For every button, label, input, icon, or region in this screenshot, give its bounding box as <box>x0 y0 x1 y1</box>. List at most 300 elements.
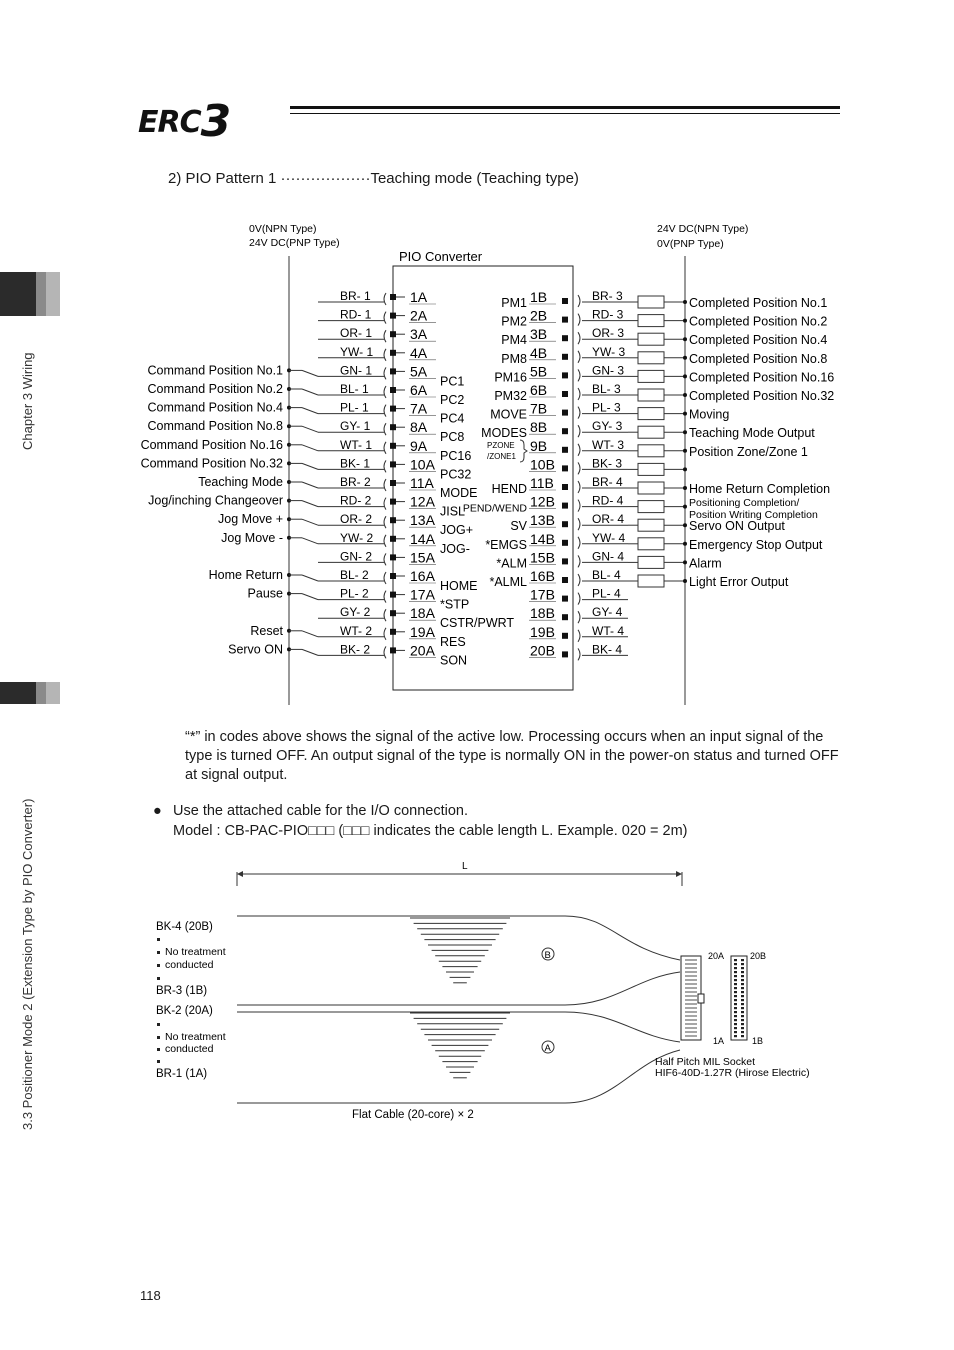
output-load <box>638 501 664 513</box>
output-load <box>638 352 664 364</box>
right-supply-line2: 0V(PNP Type) <box>657 238 724 250</box>
socket-pin-a <box>734 999 737 1001</box>
pin-1a-label: 1A <box>713 1036 725 1046</box>
output-load <box>638 426 664 438</box>
output-junction-dot <box>683 486 687 490</box>
right-terminal-bracket <box>578 518 580 530</box>
right-wire-label: WT- 4 <box>592 623 624 638</box>
right-terminal-bracket <box>578 593 580 605</box>
pin-a-label: 16A <box>410 568 435 584</box>
right-pin-square <box>562 558 568 564</box>
socket-pin-b <box>741 967 744 969</box>
marker-b: B <box>544 950 551 961</box>
pin-a-label: 9A <box>410 437 428 454</box>
right-pin-square <box>562 651 568 657</box>
output-signal-name: Completed Position No.1 <box>689 296 828 310</box>
cable-model-line: Model : CB-PAC-PIO□□□ (□□□ indicates the cable length L. Example. 020 = 2m) <box>173 823 688 839</box>
left-terminal-bracket <box>384 516 386 528</box>
right-wire-label: BR- 3 <box>592 289 623 303</box>
output-signal-name: Moving <box>689 407 730 422</box>
socket-pin-a <box>734 1007 737 1009</box>
output-junction-dot <box>683 412 687 416</box>
output-load <box>638 463 664 475</box>
left-wire-label: GY- 1 <box>340 419 371 434</box>
left-pin-square <box>390 443 396 449</box>
section-side-label: 3.3 Positioner Mode 2 (Extension Type by PIO Converter) <box>20 798 35 1130</box>
left-wire-label: BR- 1 <box>340 289 371 303</box>
output-signal-name: Completed Position No.32 <box>689 389 835 403</box>
cable-bottom-start-label: BR-1 (1A) <box>156 1068 208 1080</box>
socket-pin-b <box>741 999 744 1001</box>
left-wire-label: GY- 2 <box>340 605 371 620</box>
output-signal-name: Alarm <box>689 556 722 571</box>
right-pin-square <box>562 484 568 490</box>
pin-b-label: 12B <box>530 493 555 510</box>
left-wire-label: OR- 1 <box>340 326 373 341</box>
left-terminal-bracket <box>384 479 386 491</box>
output-load <box>638 389 664 401</box>
input-signal-code: PC4 <box>440 411 465 426</box>
left-pin-square <box>390 592 396 598</box>
bottom-treatment-line1: No treatment <box>165 1031 226 1043</box>
input-signal-code: JISL <box>440 504 466 519</box>
left-terminal-bracket <box>384 535 386 547</box>
left-pin-square <box>390 406 396 412</box>
output-signal-code: PM1 <box>501 296 527 310</box>
left-terminal-bracket <box>384 591 386 603</box>
pin-a-label: 20A <box>410 642 435 659</box>
input-signal-code: SON <box>440 653 468 668</box>
right-terminal-bracket <box>578 537 580 549</box>
output-junction-dot <box>683 449 687 453</box>
input-switch-contact <box>302 501 318 507</box>
right-wire-label: GY- 4 <box>592 605 623 620</box>
right-wire-label: PL- 4 <box>592 586 621 601</box>
pin-b-label: 6B <box>530 382 548 398</box>
input-switch-contact <box>302 538 318 544</box>
right-pin-square <box>562 372 568 378</box>
socket-pin-a <box>734 959 737 961</box>
socket-pin-a <box>734 987 737 989</box>
input-signal-name: Home Return <box>208 568 283 582</box>
pin-a-label: 4A <box>410 344 428 361</box>
top-treatment-line1: No treatment <box>165 946 226 958</box>
left-pin-square <box>390 629 396 635</box>
pin-b-label: 7B <box>530 400 548 417</box>
socket-pin-b <box>741 975 744 977</box>
pin-a-label: 8A <box>410 419 428 436</box>
right-wire-label: PL- 3 <box>592 400 621 415</box>
pin-a-label: 18A <box>410 605 435 622</box>
converter-label: PIO Converter <box>399 249 483 264</box>
right-pin-square <box>562 596 568 602</box>
right-terminal-bracket <box>578 295 580 307</box>
output-junction-dot <box>683 319 687 323</box>
output-junction-dot <box>683 579 687 583</box>
left-pin-square <box>390 294 396 300</box>
left-wire-label: GN- 1 <box>340 363 373 378</box>
right-wire-label: RD- 3 <box>592 307 624 322</box>
input-signal-name: Command Position No.8 <box>147 419 283 434</box>
pin-a-label: 2A <box>410 307 428 324</box>
socket-pin-b <box>741 979 744 981</box>
socket-pin-a <box>734 1003 737 1005</box>
output-junction-dot <box>683 467 687 471</box>
pin-b-label: 4B <box>530 344 548 361</box>
right-pin-square <box>562 447 568 453</box>
erc3-logo: ERC3 <box>138 96 231 147</box>
positioning-completion-label: Positioning Completion/ <box>689 497 800 509</box>
input-signal-code: RES <box>440 634 466 649</box>
right-wire-label: GN- 3 <box>592 363 625 378</box>
right-wire-label: BK- 3 <box>592 456 623 471</box>
right-wire-label: BL- 4 <box>592 568 621 582</box>
pin-b-label: 13B <box>530 512 555 529</box>
output-signal-name: Completed Position No.16 <box>689 370 835 385</box>
left-wire-label: PL- 2 <box>340 586 369 601</box>
left-wire-label: BK- 2 <box>340 642 371 657</box>
input-switch-contact <box>302 445 318 451</box>
right-pin-square <box>562 335 568 341</box>
output-signal-code: *ALM <box>496 556 527 571</box>
left-wire-label: YW- 1 <box>340 344 374 359</box>
pin-b-label: 3B <box>530 326 548 343</box>
right-terminal-bracket <box>578 314 580 326</box>
left-terminal-bracket <box>384 572 386 584</box>
input-switch-contact <box>302 519 318 525</box>
pin-a-label: 6A <box>410 382 428 398</box>
socket-pin-b <box>741 1007 744 1009</box>
socket-model: HIF6-40D-1.27R (Hirose Electric) <box>655 1067 810 1079</box>
input-signal-code: CSTR/PWRT <box>440 616 515 631</box>
right-terminal-bracket <box>578 611 580 623</box>
input-signal-name: Command Position No.1 <box>147 363 283 378</box>
output-signal-code: MOVE <box>490 407 527 422</box>
output-load <box>638 519 664 531</box>
left-pin-square <box>390 610 396 616</box>
socket-pin-a <box>734 1019 737 1021</box>
output-signal-name: Completed Position No.8 <box>689 351 828 366</box>
output-signal-code: PM32 <box>494 389 527 403</box>
cable-top-end-label: BK-4 (20B) <box>156 921 213 933</box>
right-supply-line1: 24V DC(NPN Type) <box>657 223 749 235</box>
right-wire-label: BR- 4 <box>592 475 623 489</box>
input-signal-name: Jog Move - <box>221 530 283 545</box>
socket-pin-a <box>734 1035 737 1037</box>
input-signal-name: Command Position No.32 <box>140 456 283 471</box>
output-load <box>638 315 664 327</box>
right-wire-label: RD- 4 <box>592 493 624 508</box>
output-junction-dot <box>683 337 687 341</box>
socket-pin-a <box>734 1027 737 1029</box>
left-pin-square <box>390 313 396 319</box>
socket-pin-face <box>731 956 747 1040</box>
socket-pin-b <box>741 1015 744 1017</box>
output-signal-name: Teaching Mode Output <box>689 426 815 441</box>
input-signal-name: Jog Move + <box>218 512 283 527</box>
socket-pin-b <box>741 1031 744 1033</box>
right-terminal-bracket <box>578 555 580 567</box>
pin-a-label: 3A <box>410 326 428 343</box>
pin-b-label: 19B <box>530 623 555 640</box>
pin-b-label: 20B <box>530 642 555 659</box>
input-switch-contact <box>302 575 318 581</box>
right-terminal-bracket <box>578 574 580 586</box>
right-terminal-bracket <box>578 407 580 419</box>
right-terminal-bracket <box>578 444 580 456</box>
input-signal-name: Reset <box>250 623 283 638</box>
left-terminal-bracket <box>384 423 386 435</box>
pin-b-label: 1B <box>530 289 548 305</box>
input-switch-contact <box>302 594 318 600</box>
left-pin-square <box>390 350 396 356</box>
pin-a-label: 1A <box>410 289 428 305</box>
left-wire-label: BR- 2 <box>340 475 371 489</box>
input-signal-name: Teaching Mode <box>198 475 283 489</box>
output-signal-code: *EMGS <box>485 537 527 552</box>
input-signal-code: PC2 <box>440 393 465 407</box>
right-terminal-bracket <box>578 648 580 660</box>
pin-a-label: 11A <box>410 475 434 491</box>
pin-b-label: 2B <box>530 307 548 324</box>
right-pin-square <box>562 428 568 434</box>
socket-pin-b <box>741 1027 744 1029</box>
output-signal-code: PM4 <box>501 333 527 348</box>
pin-b-label: 17B <box>530 586 555 603</box>
socket-pin-b <box>741 1003 744 1005</box>
right-wire-label: GN- 4 <box>592 549 625 564</box>
pin-b-label: 18B <box>530 605 555 622</box>
input-switch-contact <box>302 631 318 637</box>
output-load <box>638 333 664 345</box>
pin-b-label: 9B <box>530 437 548 454</box>
pin-a-label: 7A <box>410 400 428 417</box>
input-signal-name: Servo ON <box>228 642 283 657</box>
input-switch-contact <box>302 426 318 432</box>
pin-a-label: 12A <box>410 493 435 510</box>
pin-a-label: 15A <box>410 549 435 566</box>
pzone-label: PZONE <box>487 441 515 450</box>
right-wire-label: WT- 3 <box>592 437 624 452</box>
cable-bottom-end-label: BK-2 (20A) <box>156 1005 213 1017</box>
pin-b-label: 14B <box>530 530 555 547</box>
pin-a-label: 13A <box>410 512 435 529</box>
input-switch-contact <box>302 389 318 395</box>
left-terminal-bracket <box>384 367 386 379</box>
output-signal-name: Emergency Stop Output <box>689 537 823 552</box>
left-terminal-bracket <box>384 386 386 398</box>
output-junction-dot <box>683 300 687 304</box>
output-load <box>638 408 664 420</box>
right-terminal-bracket <box>578 425 580 437</box>
output-junction-dot <box>683 523 687 527</box>
socket-pin-b <box>741 959 744 961</box>
flat-cable-lower-top <box>237 1012 680 1042</box>
pin-b-label: 11B <box>530 475 554 491</box>
socket-pin-a <box>734 963 737 965</box>
output-signal-name: Completed Position No.2 <box>689 314 828 329</box>
left-pin-square <box>390 331 396 337</box>
socket-pin-a <box>734 975 737 977</box>
left-wire-label: GN- 2 <box>340 549 373 564</box>
output-signal-code: MODES <box>481 426 527 441</box>
output-load <box>638 482 664 494</box>
right-wire-label: YW- 4 <box>592 530 626 545</box>
pin-b-label: 15B <box>530 549 555 566</box>
cable-top-start-label: BR-3 (1B) <box>156 985 208 997</box>
left-wire-label: OR- 2 <box>340 512 373 527</box>
right-terminal-bracket <box>578 369 580 381</box>
socket-pin-a <box>734 1023 737 1025</box>
pin-b-label: 16B <box>530 568 555 584</box>
input-signal-code: PC1 <box>440 374 465 389</box>
output-junction-dot <box>683 356 687 360</box>
right-terminal-bracket <box>578 351 580 363</box>
pin-b-label: 8B <box>530 419 548 436</box>
socket-pin-a <box>734 983 737 985</box>
bottom-treatment-line2: conducted <box>165 1043 214 1055</box>
right-terminal-bracket <box>578 462 580 474</box>
pin-1b-label: 1B <box>752 1036 764 1046</box>
right-wire-label: OR- 4 <box>592 512 625 527</box>
socket-pin-b <box>741 1011 744 1013</box>
left-wire-label: PL- 1 <box>340 400 369 415</box>
socket-pin-b <box>741 987 744 989</box>
socket-pin-a <box>734 979 737 981</box>
output-load <box>638 370 664 382</box>
socket-pin-a <box>734 1031 737 1033</box>
left-pin-square <box>390 536 396 542</box>
socket-pin-b <box>741 963 744 965</box>
output-load <box>638 445 664 457</box>
socket-pin-b <box>741 991 744 993</box>
right-terminal-bracket <box>578 630 580 642</box>
output-signal-code: PM2 <box>501 314 527 329</box>
left-pin-square <box>390 461 396 467</box>
socket-pin-b <box>741 1019 744 1021</box>
right-wire-label: OR- 3 <box>592 326 625 341</box>
left-terminal-bracket <box>384 405 386 417</box>
cable-drawing <box>0 850 954 1130</box>
left-wire-label: RD- 1 <box>340 307 372 322</box>
output-junction-dot <box>683 560 687 564</box>
left-terminal-bracket <box>384 646 386 658</box>
socket-pin-a <box>734 1011 737 1013</box>
marker-a: A <box>544 1043 551 1054</box>
left-wire-label: BK- 1 <box>340 456 371 471</box>
output-signal-name: Servo ON Output <box>689 519 785 534</box>
input-signal-name: Pause <box>247 586 283 601</box>
input-signal-name: Command Position No.4 <box>147 400 283 415</box>
right-pin-square <box>562 391 568 397</box>
right-terminal-bracket <box>578 388 580 400</box>
input-switch-contact <box>302 463 318 469</box>
pin-a-label: 14A <box>410 530 435 547</box>
output-signal-name: Completed Position No.4 <box>689 333 828 348</box>
input-switch-contact <box>302 482 318 488</box>
left-wire-label: WT- 2 <box>340 623 372 638</box>
bullet-icon: ● <box>153 803 162 819</box>
input-signal-name: Command Position No.2 <box>147 382 283 396</box>
socket-pin-a <box>734 1015 737 1017</box>
right-pin-square <box>562 540 568 546</box>
socket-pin-b <box>741 1035 744 1037</box>
left-wire-label: YW- 2 <box>340 530 374 545</box>
left-pin-square <box>390 573 396 579</box>
left-terminal-bracket <box>384 553 386 565</box>
socket-name: Half Pitch MIL Socket <box>655 1056 755 1068</box>
output-junction-dot <box>683 542 687 546</box>
left-terminal-bracket <box>384 293 386 305</box>
right-pin-square <box>562 317 568 323</box>
output-signal-code: PEND/WEND <box>462 502 527 515</box>
input-signal-code: *STP <box>440 597 470 612</box>
left-wire-label: RD- 2 <box>340 493 372 508</box>
output-signal-name: Position Zone/Zone 1 <box>689 444 808 459</box>
right-pin-square <box>562 614 568 620</box>
zone1-label: /ZONE1 <box>487 452 516 461</box>
right-wire-label: GY- 3 <box>592 419 623 434</box>
right-terminal-bracket <box>578 481 580 493</box>
output-signal-name: Home Return Completion <box>689 482 831 496</box>
pin-b-label: 10B <box>530 456 555 473</box>
flat-cable-lower-bottom <box>237 1050 680 1103</box>
output-signal-code: SV <box>510 519 527 534</box>
output-load <box>638 538 664 550</box>
left-pin-square <box>390 480 396 486</box>
output-load <box>638 296 664 308</box>
flat-cable-label: Flat Cable (20-core) × 2 <box>352 1109 474 1121</box>
right-pin-square <box>562 577 568 583</box>
socket-pin-a <box>734 971 737 973</box>
left-terminal-bracket <box>384 349 386 361</box>
input-signal-code: PC16 <box>440 448 472 463</box>
input-switch-contact <box>302 408 318 414</box>
left-terminal-bracket <box>384 498 386 510</box>
input-switch-contact <box>302 370 318 376</box>
left-pin-square <box>390 554 396 560</box>
output-junction-dot <box>683 374 687 378</box>
left-pin-square <box>390 387 396 393</box>
output-signal-code: PM8 <box>501 351 527 366</box>
position-writing-completion-label: Position Writing Completion <box>689 509 818 521</box>
chapter-side-label: Chapter 3 Wiring <box>20 352 35 450</box>
output-load <box>638 556 664 568</box>
right-wire-label: YW- 3 <box>592 344 626 359</box>
cable-note-line1: Use the attached cable for the I/O connection. <box>173 803 469 819</box>
left-terminal-bracket <box>384 609 386 621</box>
right-wire-label: BK- 4 <box>592 642 623 657</box>
output-junction-dot <box>683 505 687 509</box>
left-wire-label: WT- 1 <box>340 437 372 452</box>
right-terminal-bracket <box>578 332 580 344</box>
input-signal-code: MODE <box>440 486 478 500</box>
left-terminal-bracket <box>384 628 386 640</box>
input-signal-code: PC32 <box>440 467 472 482</box>
output-junction-dot <box>683 393 687 397</box>
pin-b-label: 5B <box>530 363 548 380</box>
left-pin-square <box>390 499 396 505</box>
left-pin-square <box>390 368 396 374</box>
left-pin-square <box>390 424 396 430</box>
input-signal-name: Jog/inching Changeover <box>148 493 283 508</box>
left-terminal-bracket <box>384 330 386 342</box>
socket-pin-b <box>741 983 744 985</box>
pzone-brace <box>520 440 527 462</box>
input-signal-code: JOG+ <box>440 523 473 538</box>
left-pin-square <box>390 647 396 653</box>
length-label: L <box>462 861 468 872</box>
